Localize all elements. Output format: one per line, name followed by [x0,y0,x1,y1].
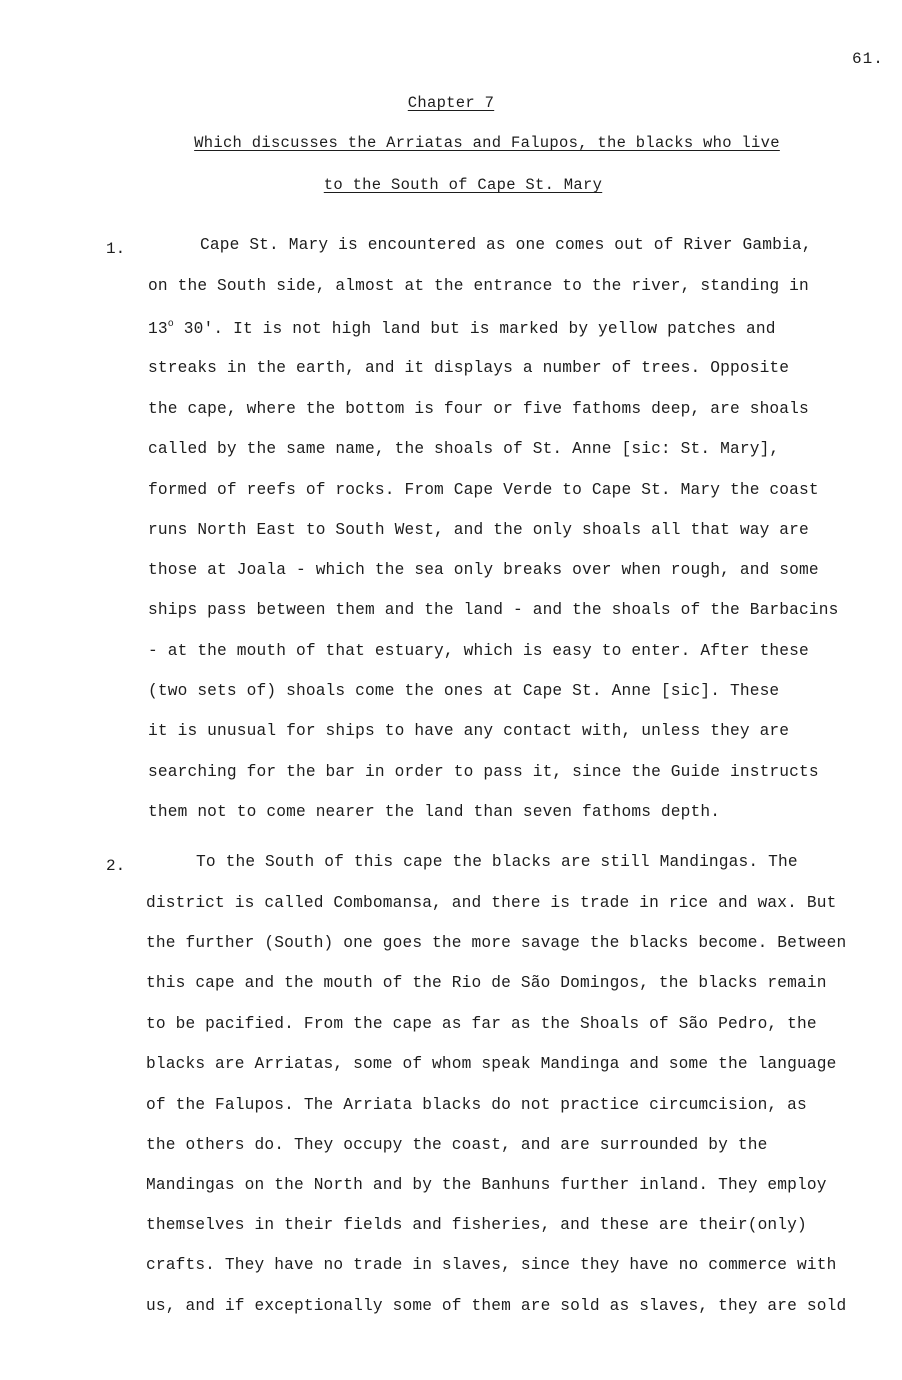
paragraph-line: this cape and the mouth of the Rio de São Domingos, the blacks remain [146,974,827,992]
paragraph-line [148,319,776,338]
paragraph-line: the further (South) one goes the more savage the blacks become. Between [146,934,847,952]
paragraph-line: to be pacified. From the cape as far as the Shoals of São Pedro, the [146,1015,817,1033]
paragraph-line-text: 30'. It is not high land but is marked by yellow patches and [183,320,776,338]
paragraph-line: themselves in their fields and fisheries, and these are their(only) [146,1216,807,1234]
paragraph-line: it is unusual for ships to have any contact with, unless they are [148,722,790,740]
paragraph-line: us, and if exceptionally some of them are sold as slaves, they are sold [146,1297,847,1315]
paragraph-line: (two sets of) shoals come the ones at Cape St. Anne [sic]. These [148,682,780,700]
paragraph-line: To the South of this cape the blacks are still Mandingas. The [196,853,798,871]
paragraph-line: the cape, where the bottom is four or five fathoms deep, are shoals [148,400,809,418]
paragraph-line: formed of reefs of rocks. From Cape Verde to Cape St. Mary the coast [148,481,819,499]
paragraph-line: streaks in the earth, and it displays a number of trees. Opposite [148,359,790,377]
paragraph-number: 1. [106,240,126,258]
paragraph-line: crafts. They have no trade in slaves, since they have no commerce with [146,1256,837,1274]
paragraph-line: of the Falupos. The Arriata blacks do not practice circumcision, as [146,1096,807,1114]
paragraph-line: on the South side, almost at the entrance to the river, standing in [148,277,809,295]
paragraph-line: them not to come nearer the land than seven fathoms depth. [148,803,721,821]
paragraph-line: ships pass between them and the land - and the shoals of the Barbacins [148,601,839,619]
paragraph-line: blacks are Arriatas, some of whom speak Mandinga and some the language [146,1055,837,1073]
chapter-title: Chapter 7 [407,94,495,112]
paragraph-line: Mandingas on the North and by the Banhuns further inland. They employ [146,1176,827,1194]
paragraph-line: runs North East to South West, and the only shoals all that way are [148,521,809,539]
paragraph-line: Cape St. Mary is encountered as one comes out of River Gambia, [200,236,812,254]
chapter-subtitle-line-2: to the South of Cape St. Mary [323,176,603,194]
paragraph-line: searching for the bar in order to pass it, since the Guide instructs [148,763,819,781]
page-number: 61. [852,50,884,68]
chapter-subtitle-line-1: Which discusses the Arriatas and Falupos, the blacks who live [194,134,780,152]
degree-value: 13 [148,320,168,338]
paragraph-line: district is called Combomansa, and there is trade in rice and wax. But [146,894,837,912]
degree-symbol: o [167,319,174,330]
paragraph-line: the others do. They occupy the coast, and are surrounded by the [146,1136,768,1154]
paragraph-line: - at the mouth of that estuary, which is easy to enter. After these [148,642,809,660]
paragraph-line: called by the same name, the shoals of St. Anne [sic: St. Mary], [148,440,780,458]
paragraph-line: those at Joala - which the sea only breaks over when rough, and some [148,561,819,579]
paragraph-number: 2. [106,857,126,875]
